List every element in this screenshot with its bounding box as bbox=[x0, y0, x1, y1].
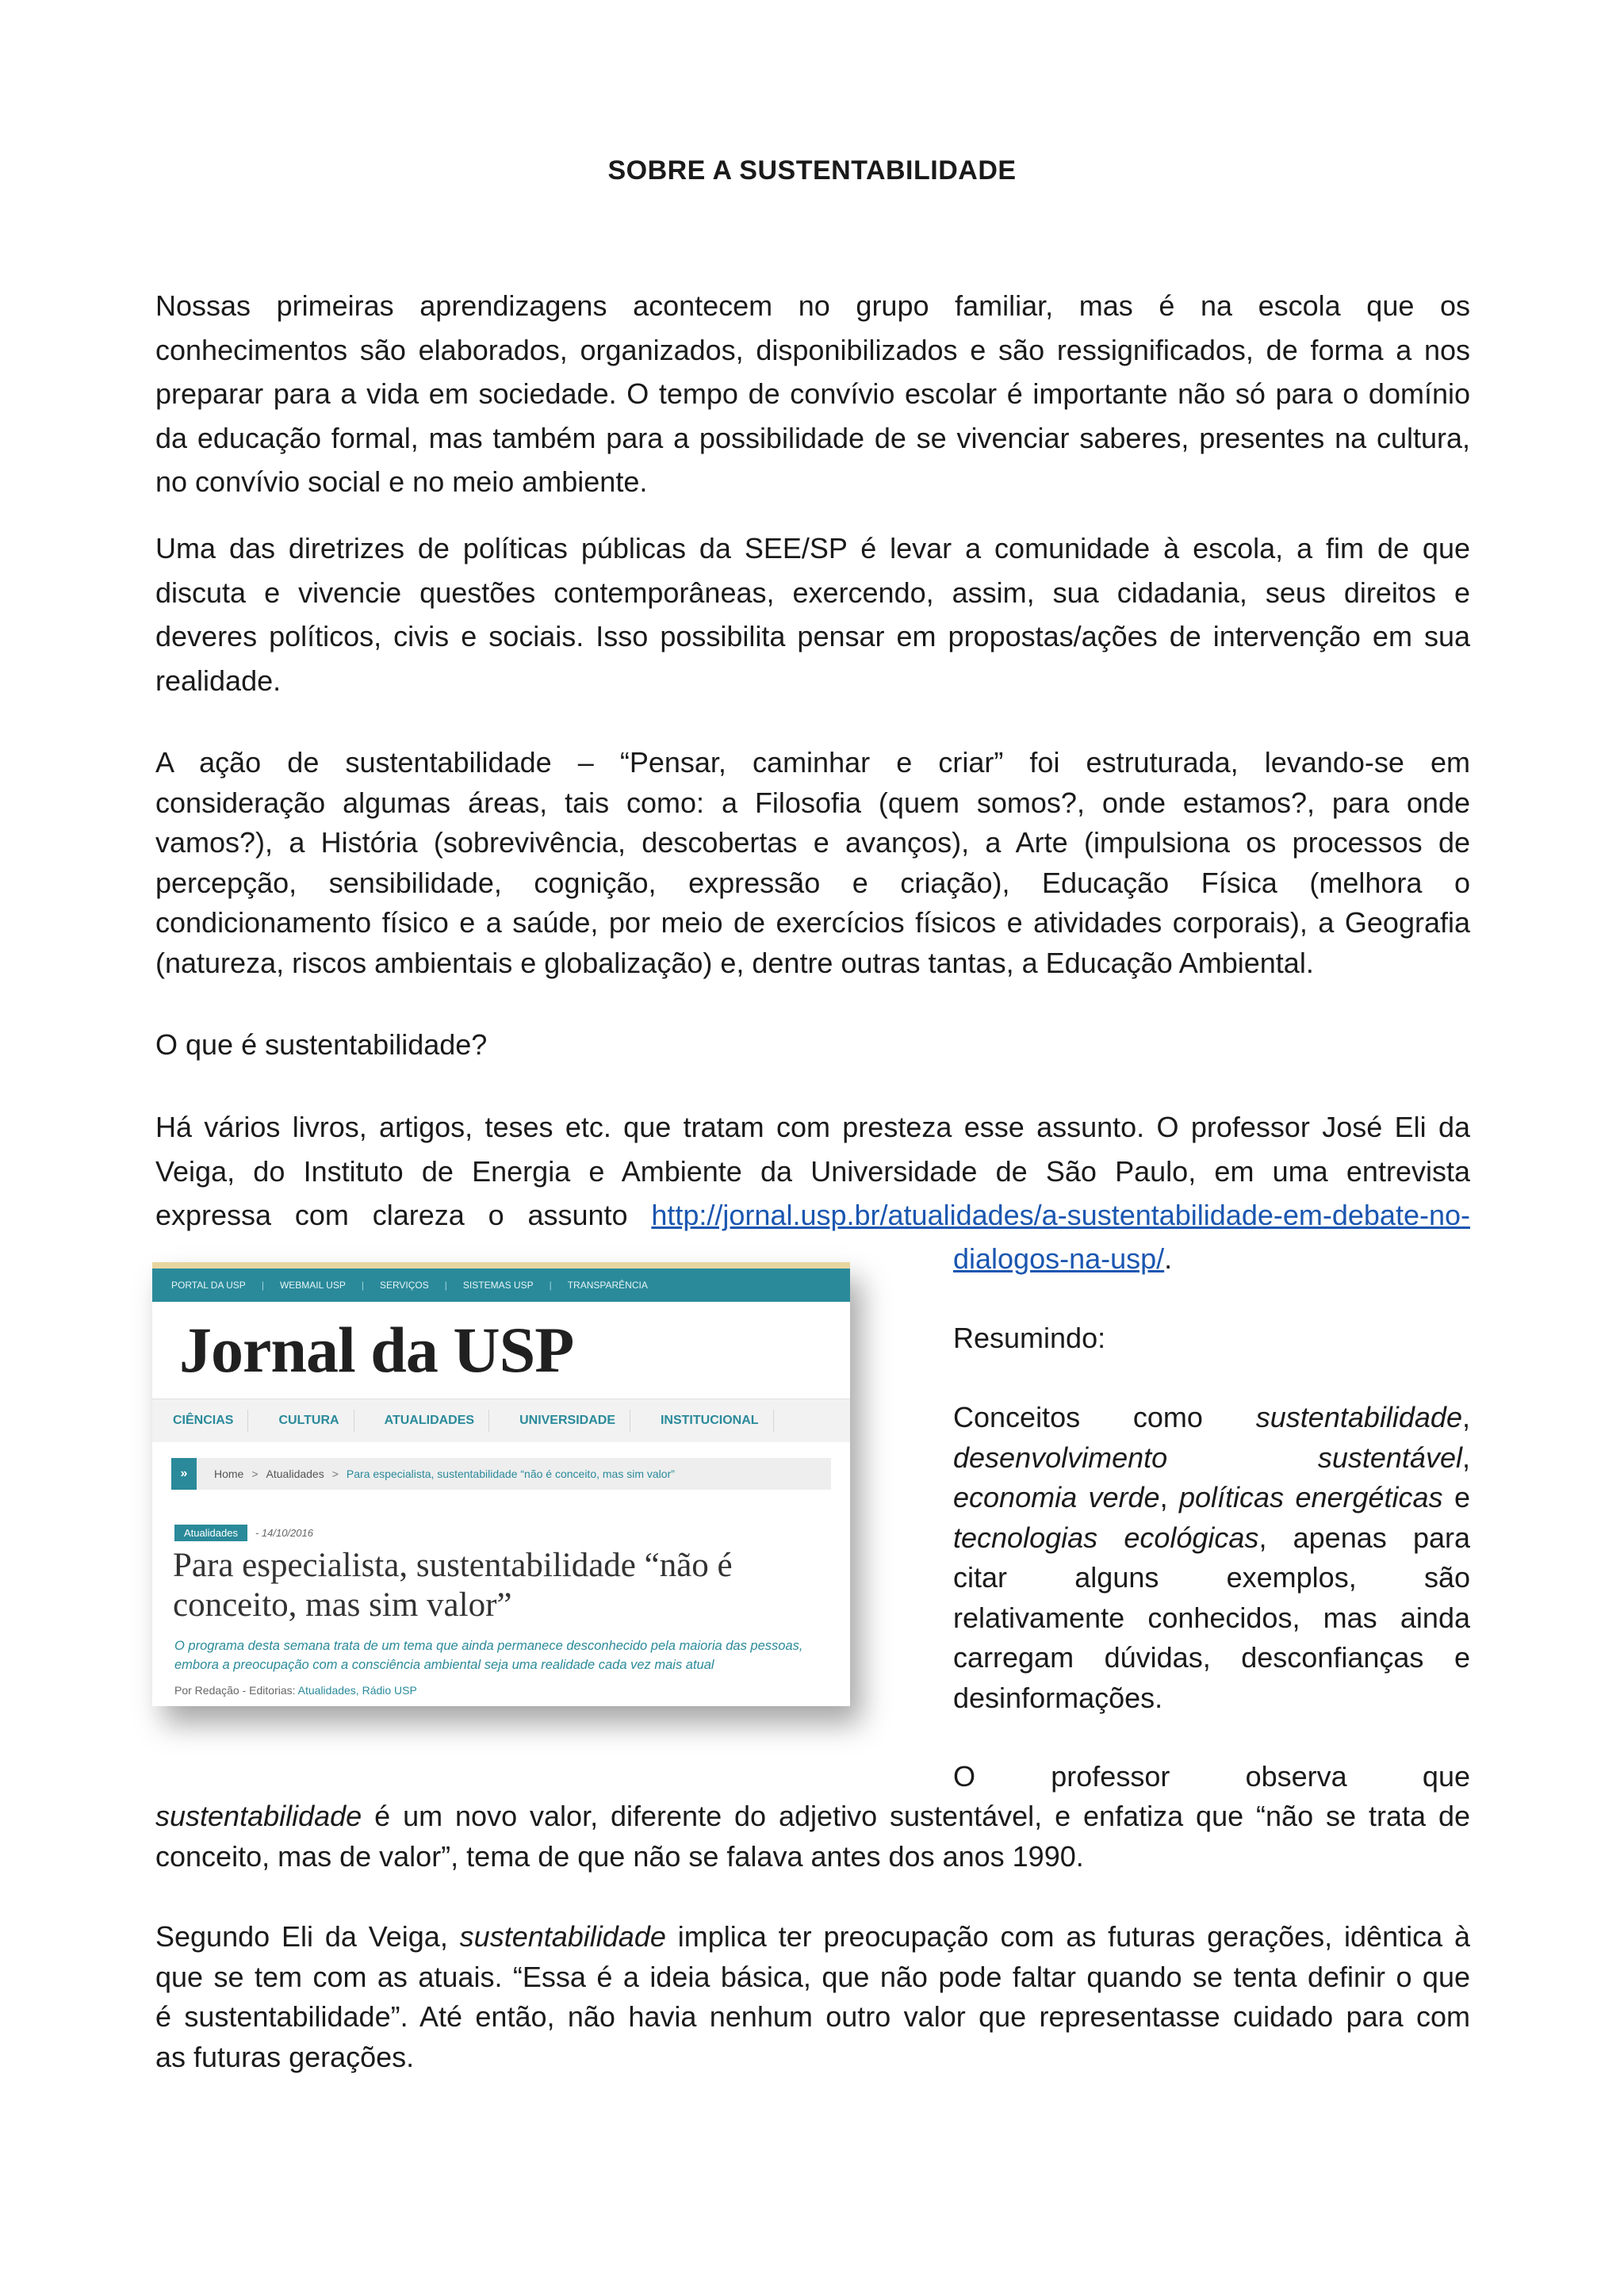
paragraph-conceitos bbox=[953, 1398, 1470, 1718]
paragraph-eli-da-veiga bbox=[155, 1917, 1470, 2077]
text-line: discuta e vivencie questões contemporâneas, exercendo, assim, sua cidadania, seus direitos e bbox=[155, 576, 1470, 609]
paragraph-intro bbox=[155, 284, 1470, 504]
text-line: da educação formal, mas também para a possibilidade de se vivenciar saberes, presentes na cultura, bbox=[155, 421, 1470, 454]
text-line: condicionamento físico e a saúde, por meio de exercícios físicos e atividades corporais), a Geografia bbox=[155, 906, 1470, 939]
article-byline: Por Redação - Editorias: Atualidades, Rádio USP bbox=[174, 1684, 417, 1697]
breadcrumb-home: Home bbox=[214, 1468, 244, 1480]
nav-item: CIÊNCIAS bbox=[173, 1414, 234, 1427]
text-line: citar alguns exemplos, são bbox=[953, 1561, 1470, 1594]
portal-link: WEBMAIL USP bbox=[279, 1280, 346, 1291]
text-line: sustentabilidade é um novo valor, diferente do adjetivo sustentável, e enfatiza que “não se trata de bbox=[155, 1800, 1470, 1832]
text-line: relativamente conhecidos, mas ainda bbox=[953, 1601, 1470, 1634]
portal-link: PORTAL DA USP bbox=[171, 1280, 246, 1291]
text-line: consideração algumas áreas, tais como: a Filosofia (quem somos?, onde estamos?, para onde bbox=[155, 786, 1470, 819]
text-line: A ação de sustentabilidade – “Pensar, caminhar e criar” foi estruturada, levando-se em bbox=[155, 746, 1470, 779]
screenshot-top-stripe bbox=[152, 1262, 850, 1269]
text-line: deveres políticos, civis e sociais. Isso possibilita pensar em propostas/ações de intervenção em sua bbox=[155, 620, 1470, 652]
text-line: as futuras gerações. bbox=[155, 2040, 415, 2073]
document-title: SOBRE A SUSTENTABILIDADE bbox=[607, 155, 1017, 186]
text-line: conhecimentos são elaborados, organizados, disponibilizados e são ressignificados, de forma a nos bbox=[155, 333, 1470, 366]
text-line: no convívio social e no meio ambiente. bbox=[155, 465, 648, 498]
category-tag: Atualidades bbox=[174, 1525, 247, 1541]
jornal-logo: Jornal da USP bbox=[179, 1314, 574, 1386]
article-meta bbox=[174, 1525, 850, 1541]
text-line: desenvolvimento sustentável, bbox=[953, 1441, 1470, 1474]
text-line: conceito, mas de valor”, tema de que não se falava antes dos anos 1990. bbox=[155, 1839, 1084, 1873]
text-line: desinformações. bbox=[953, 1681, 1163, 1714]
text-line: realidade. bbox=[155, 664, 282, 697]
breadcrumb: » Home > Atualidades > Para especialista, sustentabilidade “não é conceito, mas sim valor” bbox=[171, 1458, 831, 1490]
text-line: Há vários livros, artigos, teses etc. que tratam com presteza esse assunto. O professor José Eli da bbox=[155, 1111, 1470, 1143]
paragraph-professor-l1: O professor observa que bbox=[953, 1760, 1470, 1793]
text-line: Veiga, do Instituto de Energia e Ambiente da Universidade de São Paulo, em uma entrevista bbox=[155, 1154, 1470, 1188]
article-link-continuation[interactable]: dialogos-na-usp/ bbox=[953, 1242, 1165, 1275]
paragraph-professor bbox=[155, 1797, 1470, 1877]
paragraph-diretrizes bbox=[155, 526, 1470, 702]
text-line: expressa com clareza o assunto http://jornal.usp.br/atualidades/a-sustentabilidade-em-debate-no- bbox=[155, 1199, 1470, 1231]
portal-link: TRANSPARÊNCIA bbox=[567, 1280, 648, 1291]
text-line: preparar para a vida em sociedade. O tempo de convívio escolar é importante não só para o domínio bbox=[155, 377, 1470, 410]
nav-item: INSTITUCIONAL bbox=[660, 1414, 759, 1427]
article-headline: Para especialista, sustentabilidade “não é conceito, mas sim valor” bbox=[173, 1547, 733, 1624]
text-line: Uma das diretrizes de políticas públicas da SEE/SP é levar a comunidade à escola, a fim de que bbox=[155, 532, 1470, 564]
portal-link: SISTEMAS USP bbox=[462, 1280, 534, 1291]
breadcrumb-arrow-icon: » bbox=[171, 1458, 197, 1490]
nav-item: ATUALIDADES bbox=[384, 1414, 475, 1427]
text-line: é sustentabilidade”. Até então, não havia nenhum outro valor que representasse cuidado para com bbox=[155, 2000, 1470, 2033]
text-line: economia verde, políticas energéticas e bbox=[953, 1481, 1470, 1513]
paragraph-livros bbox=[155, 1105, 1470, 1238]
nav-item: CULTURA bbox=[278, 1414, 339, 1427]
jornal-usp-screenshot bbox=[152, 1262, 850, 1706]
section-nav bbox=[152, 1399, 850, 1442]
question-heading: O que é sustentabilidade? bbox=[155, 1028, 488, 1061]
text-line: vamos?), a História (sobrevivência, descobertas e avanços), a Arte (impulsiona os processos de bbox=[155, 826, 1470, 859]
text-line: Conceitos como sustentabilidade, bbox=[953, 1401, 1470, 1433]
article-deck: O programa desta semana trata de um tema que ainda permanece desconhecido pela maioria das pessoas, embora a preocupação com a consciência ambiental seja uma realidade cada vez mais atual bbox=[174, 1639, 803, 1672]
text-line: tecnologias ecológicas, apenas para bbox=[953, 1521, 1470, 1554]
text-line: carregam dúvidas, desconfianças e bbox=[953, 1641, 1470, 1674]
text-line: Segundo Eli da Veiga, sustentabilidade implica ter preocupação com as futuras gerações, idêntica à bbox=[155, 1920, 1470, 1953]
breadcrumb-section: Atualidades bbox=[266, 1468, 324, 1480]
portal-bar: PORTAL DA USP | WEBMAIL USP | SERVIÇOS | SISTEMAS USP | TRANSPARÊNCIA bbox=[152, 1269, 850, 1302]
portal-link: SERVIÇOS bbox=[379, 1280, 429, 1291]
link-continuation: dialogos-na-usp/. bbox=[953, 1242, 1173, 1275]
nav-item: UNIVERSIDADE bbox=[519, 1414, 615, 1427]
article-date: - 14/10/2016 bbox=[255, 1527, 313, 1539]
text-line: Nossas primeiras aprendizagens acontecem no grupo familiar, mas é na escola que os bbox=[155, 289, 1470, 322]
article-link[interactable]: http://jornal.usp.br/atualidades/a-sustentabilidade-em-debate-no- bbox=[651, 1199, 1470, 1231]
resumindo-label: Resumindo: bbox=[953, 1322, 1106, 1354]
text-line: (natureza, riscos ambientais e globalização) e, dentre outras tantas, a Educação Ambiental. bbox=[155, 946, 1314, 979]
text-line: que se tem com as atuais. “Essa é a ideia básica, que não pode faltar quando se tenta definir o que bbox=[155, 1960, 1470, 1993]
breadcrumb-current: Para especialista, sustentabilidade “não é conceito, mas sim valor” bbox=[346, 1468, 675, 1480]
text-line: percepção, sensibilidade, cognição, expressão e criação), Educação Física (melhora o bbox=[155, 866, 1470, 899]
paragraph-acao bbox=[155, 743, 1470, 983]
